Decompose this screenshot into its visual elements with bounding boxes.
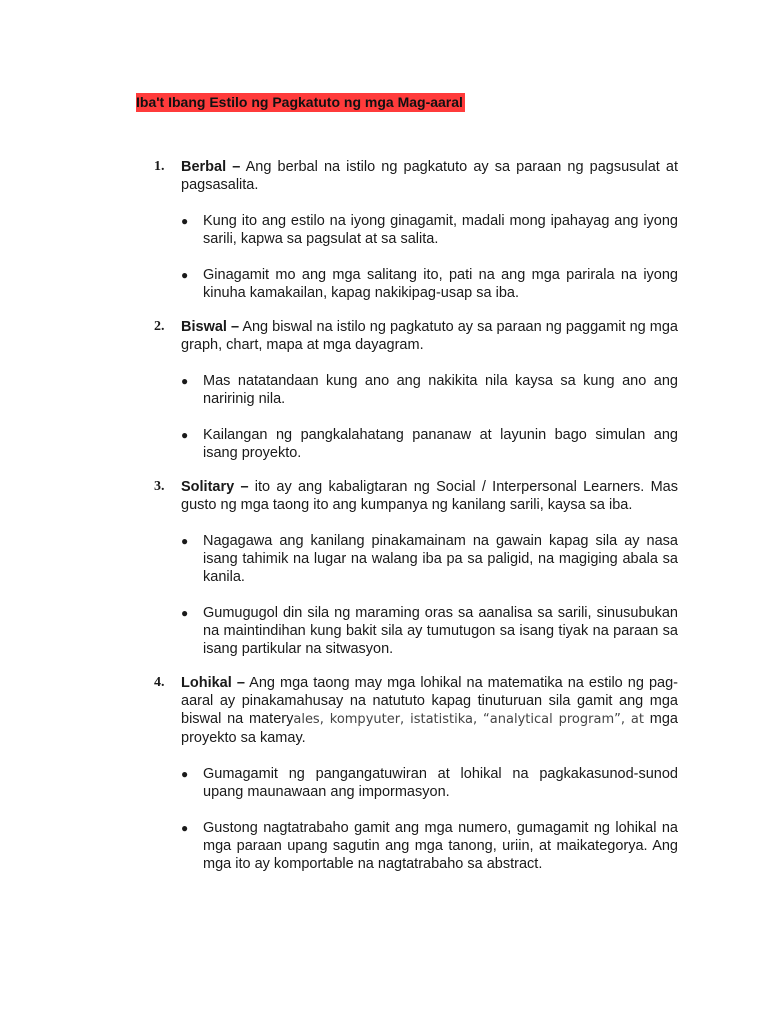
item-description bbox=[181, 318, 678, 354]
bullet-list bbox=[181, 765, 678, 873]
bullet-item: ● Kailangan ng pangkalahatang pananaw at layunin bago simulan ang isang proyekto. bbox=[181, 427, 678, 461]
list-item-lohikal bbox=[154, 674, 678, 873]
bullet-icon: ● bbox=[181, 428, 189, 442]
item-number: 3. bbox=[154, 479, 165, 494]
item-text-alt-font: ales, kompyuter, istatistika, “analytical program”, at bbox=[293, 712, 644, 727]
bullet-item: ● Kung ito ang estilo na iyong ginagamit, madali mong ipahayag ang iyong sarili, kapwa sa pagsulat at sa salita. bbox=[181, 213, 678, 247]
bullet-list bbox=[181, 212, 678, 302]
bullet-list bbox=[181, 372, 678, 462]
list-item-berbal bbox=[154, 158, 678, 302]
item-text: ito ay ang kabaligtaran ng Social / Interpersonal Learners. Mas gusto ng mga taong ito ang kumpanya ng kanilang sarili, kaysa sa iba. bbox=[181, 479, 679, 513]
item-number: 4. bbox=[154, 675, 165, 690]
page-title: Iba't Ibang Estilo ng Pagkatuto ng mga Mag-aaral bbox=[136, 94, 463, 110]
item-number: 1. bbox=[154, 159, 165, 174]
list-item-solitary bbox=[154, 478, 678, 658]
item-description bbox=[181, 158, 678, 194]
bullet-icon: ● bbox=[181, 534, 189, 548]
bullet-icon: ● bbox=[181, 214, 189, 228]
bullet-icon: ● bbox=[181, 767, 189, 781]
item-text-end: mga proyekto sa kamay. bbox=[181, 711, 678, 746]
item-term: Biswal – bbox=[181, 319, 240, 335]
item-term: Lohikal – bbox=[181, 675, 245, 691]
item-text: Ang biswal na istilo ng pagkatuto ay sa paraan ng paggamit ng mga graph, chart, mapa at mga dayagram. bbox=[181, 319, 678, 353]
bullet-list bbox=[181, 532, 678, 658]
item-number: 2. bbox=[154, 319, 165, 334]
bullet-item: ● Gumagamit ng pangangatuwiran at lohikal na pagkakasunod-sunod upang maunawaan ang impormasyon. bbox=[181, 766, 678, 800]
item-term: Solitary – bbox=[181, 479, 249, 495]
bullet-item: ● Gustong nagtatrabaho gamit ang mga numero, gumagamit ng lohikal na mga paraan upang sagutin ang mga tanong, uriin, at maikategorya. Ang mga ito ay komportable na nagtatrabaho sa abstract. bbox=[181, 820, 678, 872]
bullet-item: ● Ginagamit mo ang mga salitang ito, pati na ang mga parirala na iyong kinuha kamakailan, kapag nakikipag-usap sa iba. bbox=[181, 267, 678, 301]
bullet-item: ● Nagagawa ang kanilang pinakamainam na gawain kapag sila ay nasa isang tahimik na lugar na walang iba pa sa paligid, na magiging abala sa kanila. bbox=[181, 533, 678, 585]
item-term: Berbal – bbox=[181, 159, 241, 175]
bullet-icon: ● bbox=[181, 606, 189, 620]
item-text: Ang berbal na istilo ng pagkatuto ay sa paraan ng pagsusulat at pagsasalita. bbox=[181, 159, 678, 193]
item-description bbox=[181, 674, 678, 747]
bullet-icon: ● bbox=[181, 374, 189, 388]
bullet-item: ● Gumugugol din sila ng maraming oras sa aanalisa sa sarili, sinusubukan na maintindihan kung bakit sila ay tumutugon sa isang tiyak na paraan sa isang partikular na sitwasyon. bbox=[181, 605, 678, 657]
item-text: Ang mga taong may mga lohikal na matematika na estilo ng pag-aaral ay pinakamahusay na natututo kapag tinuturuan sila gamit ang mga biswal na matery bbox=[181, 675, 678, 727]
list-item-biswal bbox=[154, 318, 678, 462]
bullet-item: ● Mas natatandaan kung ano ang nakikita nila kaysa sa kung ano ang naririnig nila. bbox=[181, 373, 678, 407]
learning-styles-list bbox=[154, 158, 678, 889]
item-description bbox=[181, 478, 678, 514]
bullet-icon: ● bbox=[181, 821, 189, 835]
bullet-icon: ● bbox=[181, 268, 189, 282]
